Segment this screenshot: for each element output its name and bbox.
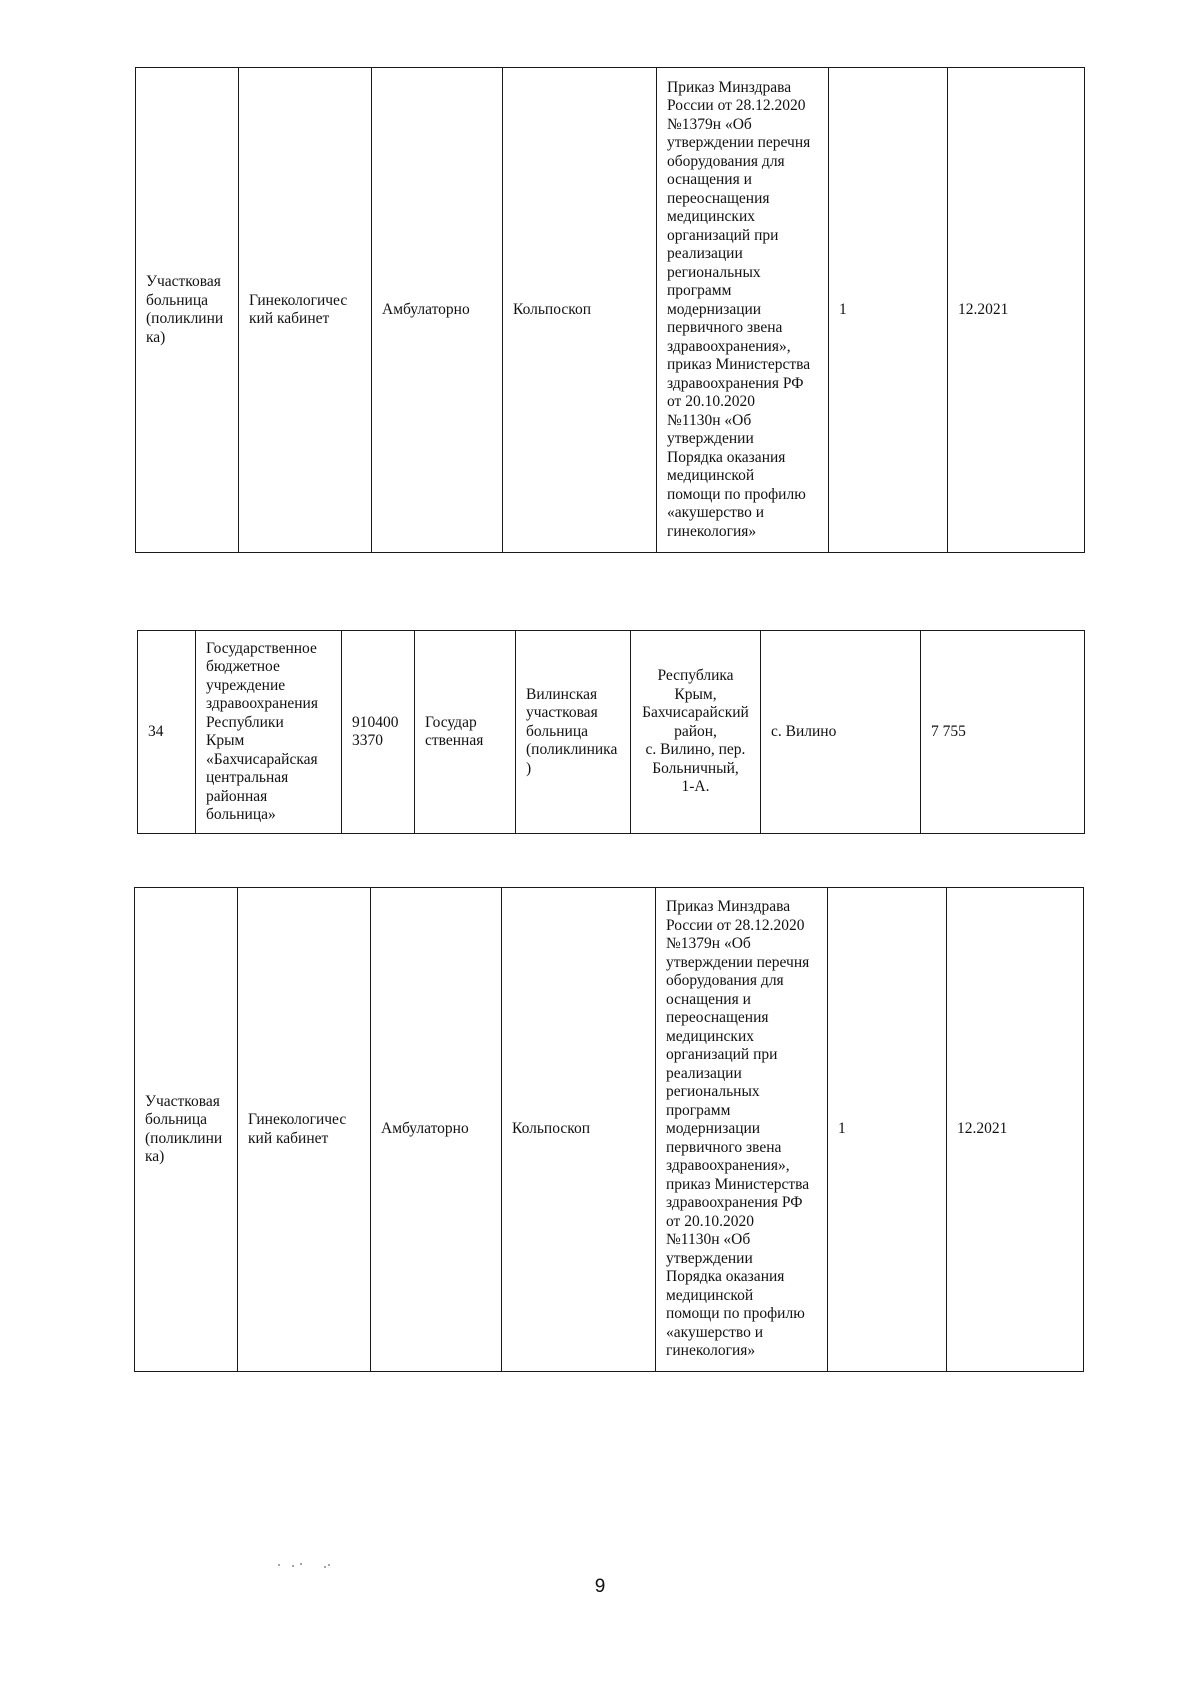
organization-name-cell: Государственное бюджетное учреждение здравоохранения Республики Крым «Бахчисарайская центральная районная больница» [196, 631, 342, 834]
equipment-cell: Кольпоскоп [503, 68, 657, 553]
facility-cell: Участковая больница (поликлини ка) [135, 888, 238, 1372]
facility-cell: Участковая больница (поликлини ка) [136, 68, 239, 553]
care-form-cell: Амбулаторно [372, 68, 503, 553]
date-cell: 12.2021 [948, 68, 1085, 553]
table-row [138, 631, 1085, 834]
legal-basis-cell: Приказ Минздрава России от 28.12.2020 №1379н «Об утверждении перечня оборудования для оснащения и переоснащения медицинских организаций при реализации региональных программ модернизации первичного звена здравоохранения», приказ Министерства здравоохранения РФ от 20.10.2020 №1130н «Об утверждении Порядка оказания медицинской помощи по профилю «акушерство и гинекология» [657, 68, 829, 553]
scan-speckles [278, 1562, 368, 1568]
equipment-table-top [135, 67, 1085, 553]
room-cell: Гинекологичес кий кабинет [239, 68, 372, 553]
page-number: 9 [594, 1576, 606, 1597]
address-cell: Республика Крым, Бахчисарайский район, с. Вилино, пер. Больничный, 1-А. [631, 631, 761, 834]
quantity-cell: 1 [829, 68, 948, 553]
table-row [135, 888, 1084, 1372]
equipment-table-bottom [134, 887, 1084, 1372]
quantity-cell: 1 [828, 888, 947, 1372]
room-cell: Гинекологичес кий кабинет [238, 888, 371, 1372]
inn-cell: 910400 3370 [342, 631, 415, 834]
legal-basis-cell: Приказ Минздрава России от 28.12.2020 №1379н «Об утверждении перечня оборудования для оснащения и переоснащения медицинских организаций при реализации региональных программ модернизации первичного звена здравоохранения», приказ Министерства здравоохранения РФ от 20.10.2020 №1130н «Об утверждении Порядка оказания медицинской помощи по профилю «акушерство и гинекология» [656, 888, 828, 1372]
row-number-cell: 34 [138, 631, 196, 834]
locality-cell: с. Вилино [761, 631, 921, 834]
population-cell: 7 755 [921, 631, 1085, 834]
unit-cell: Вилинская участковая больница (поликлиника) [516, 631, 631, 834]
table-row [136, 68, 1085, 553]
care-form-cell: Амбулаторно [371, 888, 502, 1372]
date-cell: 12.2021 [947, 888, 1084, 1372]
equipment-cell: Кольпоскоп [502, 888, 656, 1372]
organization-table [137, 630, 1085, 834]
ownership-cell: Государ ственная [415, 631, 516, 834]
